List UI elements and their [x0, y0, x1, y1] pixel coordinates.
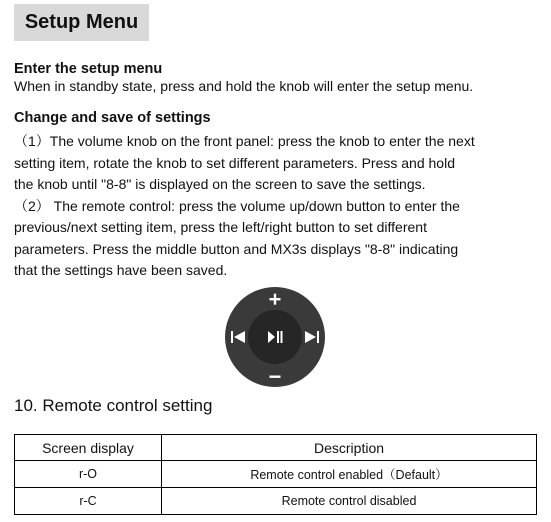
minus-icon — [270, 376, 281, 378]
instruction-line: the knob until "8-8" is displayed on the screen to save the settings. — [14, 176, 426, 192]
change-save-text — [14, 131, 542, 282]
change-save-heading: Change and save of settings — [14, 110, 211, 126]
instruction-line: （1）The volume knob on the front panel: press the knob to enter the next — [14, 133, 475, 149]
column-header-description: Description — [162, 435, 537, 461]
table-row — [15, 488, 537, 515]
instruction-line: previous/next setting item, press the left/right button to set different — [14, 219, 427, 235]
cell-description: Remote control disabled — [162, 488, 537, 515]
cell-screen-display: r-O — [15, 461, 162, 488]
page-title: Setup Menu — [14, 4, 149, 41]
remote-control-image — [220, 286, 330, 388]
enter-setup-text: When in standby state, press and hold the knob will enter the setup menu. — [14, 78, 474, 94]
instruction-line: （2） The remote control: press the volume up/down button to enter the — [14, 197, 460, 214]
cell-description: Remote control enabled（Default） — [162, 461, 537, 488]
section-title-remote-control: 10. Remote control setting — [14, 396, 213, 415]
enter-setup-heading: Enter the setup menu — [14, 61, 163, 77]
table-header-row — [15, 435, 537, 461]
table-row — [15, 461, 537, 488]
instruction-line: that the settings have been saved. — [14, 262, 228, 278]
instruction-line: parameters. Press the middle button and MX3s displays "8-8" indicating — [14, 240, 459, 257]
column-header-screen-display: Screen display — [15, 435, 162, 461]
remote-settings-table — [14, 434, 537, 515]
instruction-line: setting item, rotate the knob to set different parameters. Press and hold — [14, 154, 455, 171]
cell-screen-display: r-C — [15, 488, 162, 515]
